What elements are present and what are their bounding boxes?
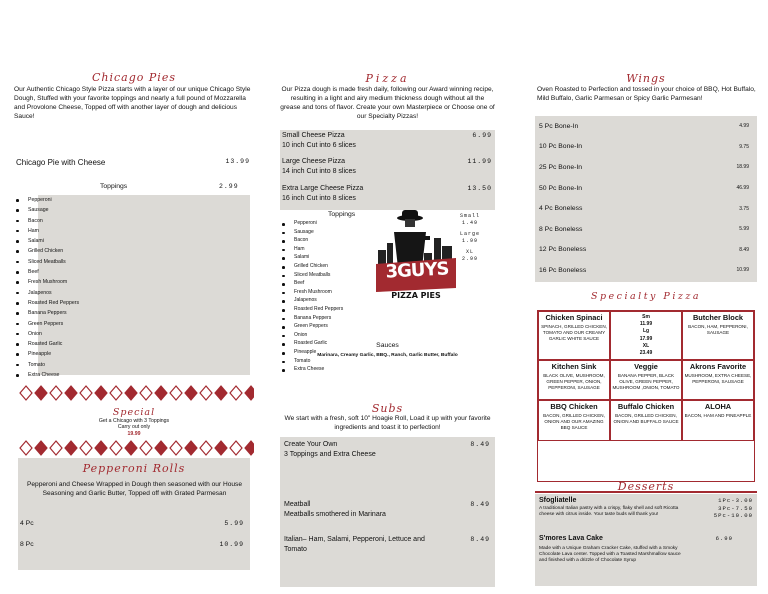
diamond-ornament	[110, 386, 122, 400]
wing-price: 10.99	[736, 267, 749, 274]
subs-intro: We start with a fresh, soft 10" Hoagie Roll, Load it up with your favorite ingredients and toast it to perfection!	[284, 415, 491, 431]
wings-list	[535, 116, 757, 281]
specialty-cell	[610, 360, 682, 400]
sub-name: Create Your Own	[284, 441, 338, 448]
wing-item	[535, 198, 757, 219]
pepperoni-rolls-item-name: 4 Pc	[20, 520, 34, 527]
wing-item	[535, 157, 757, 178]
dessert-price: 3Pc-7.50	[718, 504, 753, 512]
topping-item: Grilled Chicken	[14, 246, 244, 256]
diamond-ornament	[245, 441, 254, 455]
topping-item: Ham	[280, 245, 370, 254]
wing-price: 9.75	[739, 143, 749, 150]
topping-item: Salami	[280, 253, 370, 262]
diamond-ornament	[50, 386, 62, 400]
diamond-ornament	[65, 386, 77, 400]
wing-name: 50 Pc Bone-In	[539, 184, 583, 192]
diamond-ornament	[215, 386, 227, 400]
wing-name: 16 Pc Boneless	[539, 266, 587, 274]
specialty-desc: SPINACH, GRILLED CHICKEN, TOMATO AND OUR CREAMY GARLIC WHITE SAUCE	[541, 323, 607, 341]
chicago-item	[16, 158, 250, 167]
specialty-name: Chicken Spinaci	[545, 313, 603, 322]
specialty-name: Butcher Block	[692, 313, 744, 322]
specialty-cell	[538, 400, 610, 440]
wing-item	[535, 260, 757, 281]
chicago-toppings-label: Toppings	[100, 183, 128, 190]
topping-item: Roasted Red Peppers	[14, 298, 244, 308]
sm-price: 11.99	[639, 321, 653, 328]
special-price: 19.99	[127, 430, 141, 437]
specialty-desc: BACON, GRILLED CHICKEN, ONION AND BUFFALO SAUCE	[613, 412, 679, 424]
topping-size-label: Small	[459, 213, 480, 219]
wing-price: 46.99	[736, 185, 749, 192]
topping-item: Green Peppers	[280, 322, 370, 331]
specialty-name: ALOHA	[704, 402, 732, 412]
pizza-size-name: Small Cheese Pizza	[282, 132, 345, 139]
dessert-name: S'mores Lava Cake	[539, 535, 603, 542]
topping-size-price: 2.99	[461, 255, 478, 262]
subs-title: Subs	[371, 402, 404, 415]
pepperoni-rolls-item	[20, 541, 244, 548]
wing-price: 4.99	[739, 123, 749, 130]
diamond-ornament	[95, 386, 107, 400]
topping-item: Sliced Meatballs	[14, 257, 244, 267]
dessert-item	[539, 535, 753, 565]
topping-item: Onion	[280, 331, 370, 340]
specialty-cell	[682, 360, 754, 400]
pizza-size-price: 6.99	[472, 132, 492, 139]
wing-item	[535, 219, 757, 240]
specialty-price-cell	[610, 311, 682, 360]
chicago-toppings-list	[14, 195, 244, 380]
diamond-border-top	[18, 385, 254, 401]
wing-price: 18.99	[736, 164, 749, 171]
specialty-name: Buffalo Chicken	[617, 402, 675, 412]
wing-name: 4 Pc Boneless	[539, 205, 583, 213]
pizza-size	[282, 131, 492, 150]
topping-item: Onion	[14, 329, 244, 339]
topping-item: Roasted Garlic	[280, 339, 370, 348]
topping-size-price: 1.49	[461, 219, 478, 226]
topping-size-label: XL	[465, 249, 474, 255]
wing-item	[535, 137, 757, 158]
diamond-ornament	[200, 386, 212, 400]
diamond-ornament	[110, 441, 122, 455]
specialty-name: BBQ Chicken	[550, 402, 598, 412]
topping-item: Tomato	[280, 357, 370, 366]
topping-item: Bacon	[14, 216, 244, 226]
specialty-cell	[682, 400, 754, 440]
specialty-grid	[537, 310, 755, 482]
pizza-size-desc: 16 inch Cut into 8 slices	[282, 194, 356, 202]
specialty-cell	[682, 311, 754, 360]
xl-label: XL	[642, 342, 650, 349]
sub-desc: Tomato	[284, 545, 307, 553]
wing-item	[535, 116, 757, 137]
diamond-ornament	[80, 386, 92, 400]
topping-item: Ham	[14, 226, 244, 236]
pepperoni-rolls-title: Pepperoni Rolls	[82, 462, 186, 475]
sub-name: Meatball	[284, 501, 311, 508]
specialty-cell	[538, 360, 610, 400]
sub-desc: Meatballs smothered in Marinara	[284, 510, 386, 518]
topping-item: Grilled Chicken	[280, 262, 370, 271]
wing-price: 5.99	[739, 226, 749, 233]
diamond-ornament	[170, 386, 182, 400]
wing-name: 25 Pc Bone-In	[539, 163, 583, 171]
diamond-ornament	[20, 441, 32, 455]
topping-item: Fresh Mushroom	[280, 288, 370, 297]
specialty-desc: BANANA PEPPER, BLACK OLIVE, GREEN PEPPER, MUSHROOM ,ONION, TOMATO	[612, 372, 680, 390]
specialty-name: Veggie	[634, 362, 658, 372]
diamond-ornament	[65, 441, 77, 455]
wing-item	[535, 240, 757, 261]
topping-item: Banana Peppers	[280, 314, 370, 323]
pepperoni-rolls-item-name: 8 Pc	[20, 541, 34, 548]
pizza-size-desc: 10 inch Cut into 6 slices	[282, 141, 356, 149]
wing-name: 10 Pc Bone-In	[539, 143, 583, 151]
topping-item: Jalapenos	[280, 296, 370, 305]
topping-item: Extra Cheese	[14, 370, 244, 380]
topping-size-price: 1.99	[461, 237, 478, 244]
chicago-toppings-price: 2.99	[219, 183, 239, 190]
specialty-desc: BACON, GRILLED CHICKEN, ONION AND OUR AMAZING BBQ SAUCE	[543, 412, 605, 430]
specialty-cell	[538, 311, 610, 360]
topping-size-label: Large	[459, 231, 480, 237]
pizza-size-name: Large Cheese Pizza	[282, 158, 346, 165]
pepperoni-rolls-item-price: 10.99	[219, 541, 244, 548]
topping-item: Banana Peppers	[14, 308, 244, 318]
logo-subtitle: PIZZA PIES	[391, 291, 441, 300]
dessert-price: 6.99	[715, 535, 733, 542]
diamond-ornament	[95, 441, 107, 455]
diamond-ornament	[20, 386, 32, 400]
logo-wordmark: 3GUYS	[385, 258, 449, 283]
topping-item: Beef	[14, 267, 244, 277]
topping-item: Pineapple	[280, 348, 370, 357]
diamond-ornament	[200, 441, 212, 455]
pizza-size-price: 11.99	[467, 158, 492, 165]
chicago-title: Chicago Pies	[92, 71, 176, 84]
diamond-ornament	[50, 441, 62, 455]
diamond-ornament	[140, 386, 152, 400]
specialty-title: Specialty Pizza	[590, 291, 702, 302]
pepperoni-rolls-item-price: 5.99	[224, 520, 244, 527]
lg-price: 17.99	[639, 335, 653, 342]
specialty-desc: BLACK OLIVE, MUSHROOM, GREEN PEPPER, ONION, PEPPERONI, SAUSAGE	[543, 372, 605, 390]
chicago-item-name: Chicago Pie with Cheese	[16, 158, 106, 167]
specialty-desc: BACON, HAM AND PINEAPPLE	[684, 412, 752, 418]
topping-item: Sausage	[14, 205, 244, 215]
desserts-title: Desserts	[617, 480, 675, 493]
topping-item: Sliced Meatballs	[280, 271, 370, 280]
diamond-ornament	[185, 386, 197, 400]
wing-name: 5 Pc Bone-In	[539, 122, 579, 130]
diamond-ornament	[140, 441, 152, 455]
pizza-toppings-list	[280, 219, 370, 374]
special-title: Special	[112, 407, 156, 418]
wing-item	[535, 178, 757, 199]
wings-intro: Oven Roasted to Perfection and tossed in your choice of BBQ, Hot Buffalo, Mild Buffalo, Garlic Parmesan or Spicy Garlic Parmesan!	[537, 86, 756, 102]
wing-price: 8.49	[739, 246, 749, 253]
diamond-ornament	[155, 441, 167, 455]
dessert-name: Sfogliatelle	[539, 497, 577, 504]
sub-price: 8.49	[470, 501, 490, 508]
special-line1: Get a Chicago with 3 Toppings	[98, 418, 170, 424]
pizza-size-price: 13.50	[467, 185, 492, 192]
dessert-prices	[714, 497, 753, 520]
pizza-size-name: Extra Large Cheese Pizza	[282, 185, 364, 192]
sub-item	[284, 440, 490, 459]
topping-item: Beef	[280, 279, 370, 288]
topping-item: Bacon	[280, 236, 370, 245]
sub-price: 8.49	[470, 441, 490, 448]
specialty-name: Kitchen Sink	[551, 362, 597, 372]
pizza-size	[282, 157, 492, 176]
wings-title: Wings	[626, 72, 666, 85]
diamond-ornament	[155, 386, 167, 400]
diamond-ornament	[35, 441, 47, 455]
pepperoni-rolls-description: Pepperoni and Cheese Wrapped in Dough then seasoned with our House Seasoning and Garlic Butter, Topped off with Grated Parmesan	[26, 481, 243, 497]
pizza-intro: Our Pizza dough is made fresh daily, following our Award winning recipe, resulting in a light and airy medium thickness dough without all the grease and tons of flavor. Create your own Masterpiece or Choose one of our Specialty Pizzas!	[280, 86, 495, 120]
diamond-ornament	[185, 441, 197, 455]
three-guys-logo	[374, 208, 458, 308]
diamond-ornament	[35, 386, 47, 400]
dessert-desc: Made with a Unique Graham Cracker Cake, stuffed with a Smoky Chocolate Lava center. Topped with a Toasted Marshmallow sauce and finished with a drizzle of Chocolate Syrup	[539, 546, 681, 564]
specialty-desc: BACON, HAM, PEPPERONI, SAUSAGE	[688, 323, 748, 335]
diamond-border-bottom	[18, 440, 254, 456]
lg-label: Lg	[642, 328, 650, 335]
diamond-ornament	[215, 441, 227, 455]
sub-price: 8.49	[470, 536, 490, 543]
sauces-label: Sauces	[376, 342, 399, 349]
topping-item: Tomato	[14, 360, 244, 370]
diamond-ornament	[230, 386, 242, 400]
dessert-item	[539, 497, 753, 518]
sub-desc: 3 Toppings and Extra Cheese	[284, 450, 376, 458]
sm-label: Sm	[642, 314, 650, 320]
topping-item: Green Peppers	[14, 319, 244, 329]
wing-name: 8 Pc Boneless	[539, 225, 583, 233]
diamond-ornament	[80, 441, 92, 455]
sub-name: Italian– Ham, Salami, Pepperoni, Lettuce and	[284, 536, 425, 543]
special-line2: Carry out only	[117, 424, 151, 431]
diamond-ornament	[125, 441, 137, 455]
sub-item	[284, 500, 490, 519]
special-block	[14, 418, 254, 437]
diamond-ornament	[245, 386, 254, 400]
chicago-item-price: 13.99	[225, 158, 250, 165]
diamond-ornament	[230, 441, 242, 455]
topping-item: Fresh Mushroom	[14, 277, 244, 287]
specialty-desc: MUSHROOM, EXTRA CHEESE, PEPPERONI, SAUSAGE	[684, 372, 752, 384]
sauces-list: Marinara, Creamy Garlic, BBQ., Ranch, Garlic Butter, Buffalo	[317, 353, 458, 358]
sub-item	[284, 535, 490, 554]
topping-item: Jalapenos	[14, 288, 244, 298]
pizza-toppings-label: Toppings	[328, 211, 356, 218]
chicago-intro: Our Authentic Chicago Style Pizza starts with a layer of our unique Chicago Style Dough, Stuffed with your favorite toppings and nearly a full pound of Mozzarella and Provolone Cheese, Topped off with another layer of dough and delicious Sauce!	[14, 86, 251, 120]
topping-item: Extra Cheese	[280, 365, 370, 374]
dessert-price: 1Pc-3.00	[718, 497, 753, 504]
topping-item: Roasted Red Peppers	[280, 305, 370, 314]
specialty-name: Akrons Favorite	[689, 362, 747, 372]
xl-price: 23.49	[639, 350, 653, 357]
dessert-price: 5Pc-10.00	[713, 512, 753, 519]
specialty-cell	[610, 400, 682, 440]
topping-item: Salami	[14, 236, 244, 246]
pizza-size	[282, 184, 492, 203]
topping-item: Roasted Garlic	[14, 339, 244, 349]
topping-item: Pepperoni	[280, 219, 370, 228]
pepperoni-rolls-item	[20, 520, 244, 527]
dessert-desc: A traditional Italian pastry with a crispy, flaky shell and soft Ricotta cheese with citrus inside. Your taste buds will thank you!	[539, 506, 679, 518]
wing-name: 12 Pc Boneless	[539, 246, 587, 254]
diamond-ornament	[170, 441, 182, 455]
pizza-title: Pizza	[365, 72, 410, 85]
diamond-ornament	[125, 386, 137, 400]
topping-item: Pineapple	[14, 349, 244, 359]
pizza-size-desc: 14 inch Cut into 8 slices	[282, 167, 356, 175]
topping-item: Sausage	[280, 228, 370, 237]
topping-item: Pepperoni	[14, 195, 244, 205]
wing-price: 3.75	[739, 205, 749, 212]
